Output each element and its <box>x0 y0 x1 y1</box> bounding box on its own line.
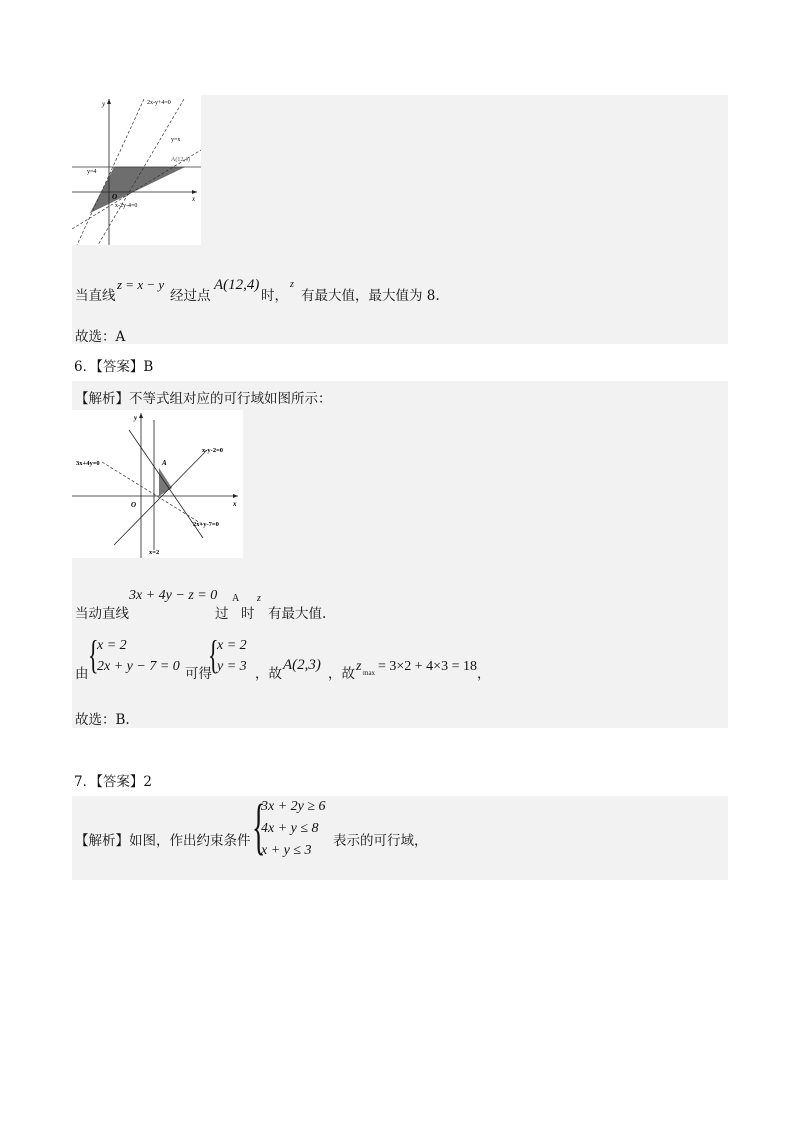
s5-text-pre: 当直线 <box>75 288 116 304</box>
y-axis-label: y <box>134 414 138 422</box>
s6-move-post: 有最大值. <box>268 606 327 622</box>
s6-brace-2: { <box>208 632 219 677</box>
origin-label: O <box>112 193 118 201</box>
s6-brace-1: { <box>88 632 99 677</box>
section5-figure <box>72 95 201 245</box>
s7-constraint-1: 3x + 2y ≥ 6 <box>261 799 326 814</box>
section5-panel <box>72 95 728 344</box>
line-label-4: x=2 <box>149 549 160 556</box>
s6-move-a: A <box>232 593 240 604</box>
s6-move-pre: 当动直线 <box>75 606 129 622</box>
s6-so-1: ，故 <box>255 666 282 682</box>
s6-get: 可得 <box>185 666 212 682</box>
s5-point: A(12,4) <box>214 277 260 293</box>
line-label-1: x-y-2=0 <box>202 447 224 454</box>
s5-z: z <box>290 279 294 290</box>
line-label-2: y=x <box>171 137 181 143</box>
s6-move-z: z <box>257 593 261 604</box>
x-axis-label: x <box>192 195 196 203</box>
s7-brace: { <box>252 793 266 861</box>
section7-panel <box>72 793 728 880</box>
s7-constraint-2: 4x + y ≤ 8 <box>261 821 319 836</box>
line-label-3: 2x+y-7=0 <box>193 521 219 528</box>
s5-text-when: 时， <box>261 288 288 304</box>
origin-label: O <box>131 501 137 509</box>
point-label: A(12,4) <box>171 157 190 163</box>
s5-text-mid: 经过点 <box>170 288 211 304</box>
s6-zmax-z: z <box>356 659 362 674</box>
s6-choice: 故选：B. <box>75 712 130 728</box>
s6-tail: ， <box>477 666 491 682</box>
s5-math-line: z = x − y <box>117 277 165 292</box>
point-a-label: A <box>162 459 167 467</box>
s6-heading: 6．【答案】B <box>74 359 154 375</box>
line-3x-4y <box>102 462 202 524</box>
s6-zmax-sub: max <box>363 669 376 677</box>
s6-zmax-expr: = 3×2 + 4×3 = 18 <box>378 659 477 674</box>
s6-move-math: 3x + 4y − z = 0 <box>129 588 218 603</box>
s5-text-post: 有最大值，最大值为 8. <box>301 288 440 304</box>
feasible-region-graph-5 <box>72 95 201 245</box>
shaded-region <box>90 167 185 213</box>
s6-by: 由 <box>75 666 89 682</box>
s6-move-when: 时 <box>241 606 255 622</box>
feasible-region-graph-6 <box>72 410 243 558</box>
s6-move-pass: 过 <box>215 606 229 622</box>
x-axis-label: x <box>233 500 237 508</box>
s6-analysis: 【解析】不等式组对应的可行域如图所示： <box>75 391 332 407</box>
line-label-3: y=4 <box>87 169 97 175</box>
shaded-region <box>159 468 172 496</box>
s6-sys2-b: y = 3 <box>217 659 247 674</box>
s5-choice: 故选：A <box>75 329 126 345</box>
line-label-4: x-2y-4=0 <box>115 203 138 209</box>
section6-panel <box>72 381 728 728</box>
line-2x-y-7 <box>129 430 203 538</box>
s7-analysis-post: 表示的可行域， <box>333 833 428 849</box>
section6-figure <box>72 410 243 558</box>
s6-so-2: ，故 <box>328 666 355 682</box>
s6-sys2-a: x = 2 <box>217 638 247 653</box>
s6-point: A(2,3) <box>283 657 321 673</box>
s6-sys1-a: x = 2 <box>97 638 127 653</box>
line-label-1: 2x-y+4=0 <box>147 100 171 106</box>
s6-sys1-b: 2x + y − 7 = 0 <box>97 659 180 674</box>
line-label-2: 3x+4y=0 <box>76 460 100 467</box>
line-x-y-2 <box>114 450 207 545</box>
s7-heading: 7．【答案】2 <box>74 774 152 790</box>
y-axis-label: y <box>102 100 106 108</box>
s7-analysis-pre: 【解析】如图，作出约束条件 <box>75 833 251 849</box>
s7-constraint-3: x + y ≤ 3 <box>261 843 312 858</box>
